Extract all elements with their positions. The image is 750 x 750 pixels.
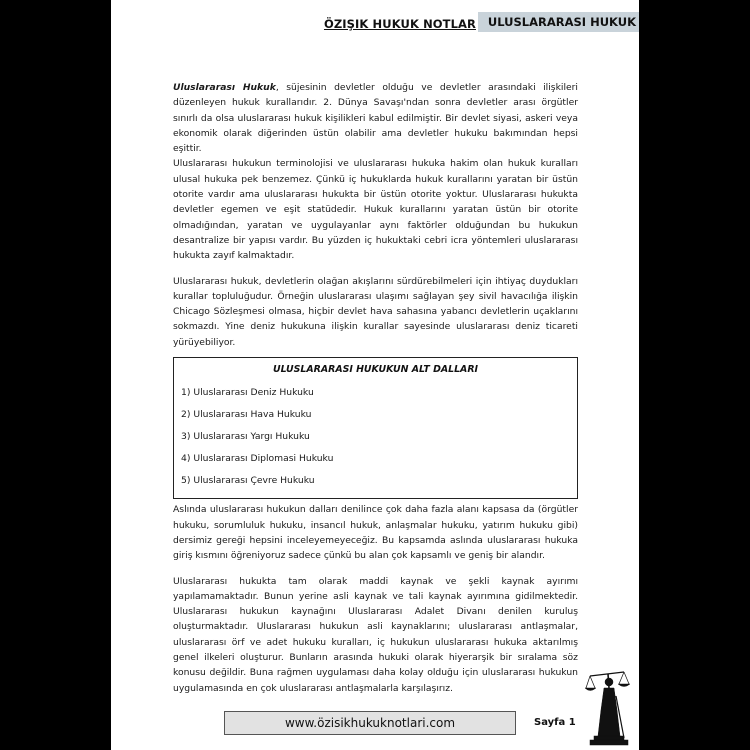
subfield-item: 4) Uluslararası Diplomasi Hukuku xyxy=(181,453,334,465)
subject-tag: ULUSLARARASI HUKUK xyxy=(478,12,639,32)
page-header xyxy=(111,12,639,34)
intro-term: Uluslararası Hukuk xyxy=(173,82,276,93)
page-number: Sayfa 1 xyxy=(534,717,576,728)
paragraph-4: Aslında uluslararası hukukun dalları denilince çok daha fazla alanı kapsasa da (örgütler hukuku, sorumluluk hukuku, insancıl hukuk, anlaşmalar hukuku, yatırım hukuku gibi) dersimiz gereği hepsini inceleyemeyeceğiz. Bu kapsamda aslında uluslararası hukuka giriş kısmını öğreniyoruz sadece çünkü bu alan çok kapsamlı ve geniş bir alandır. xyxy=(173,504,578,562)
subfields-title: ULUSLARARASI HUKUKUN ALT DALLARI xyxy=(272,364,479,376)
paragraph-2: Uluslararası hukukun terminolojisi ve uluslararası hukuka hakim olan hukuk kuralları ulusal hukuka pek benzemez. Çünkü iç hukuklarda hukuk kurallarını yaratan bir üstün otorite vardır ama uluslararası hukukta bir üstün otorite yoktur. Uluslararası hukukta devletler egemen ve eşit statüdedir. Hukuk kurallarını yaratan üstün bir otorite olmadığından, yaratan ve uygulayanlar aynı faktörler olduğundan bu hukukun desantralize bir yapısı vardır. Bu yüzden iç hukuktaki cebri icra yöntemleri uluslararası hukukta zayıf kalmaktadır. xyxy=(173,158,578,262)
document-page xyxy=(111,0,639,750)
website-link[interactable]: www.özisikhukuknotlari.com xyxy=(224,711,516,735)
brand-title: ÖZIŞIK HUKUK NOTLAR xyxy=(323,17,476,31)
document-body xyxy=(173,80,578,696)
subfield-item: 5) Uluslararası Çevre Hukuku xyxy=(181,475,315,487)
subfield-item: 3) Uluslararası Yargı Hukuku xyxy=(181,431,310,443)
paragraph-5: Uluslararası hukukta tam olarak maddi kaynak ve şekli kaynak ayırımı yapılamamaktadır. Bunun yerine asli kaynak ve tali kaynak ayırımına gidilmektedir. Uluslararası hukukun kaynağını Uluslararası Adalet Divanı denilen kuruluş oluşturmaktadır. Uluslararası hukukun asli kaynaklarını; uluslararası antlaşmalar, uluslararası örf ve adet hukuku kuralları, iç hukukun uluslararası hukuka aktarılmış genel ilkeleri oluşturur. Bunların arasında hukuki olarak hiyerarşik bir sıralama söz konusu değildir. Buna rağmen uygulaması daha kolay olduğu için uluslararası hukukun uygulamasında en çok uluslararası antlaşmalarla karşılaşırız. xyxy=(173,575,578,694)
paragraph-intro xyxy=(173,80,578,156)
subfield-item: 1) Uluslararası Deniz Hukuku xyxy=(181,387,314,399)
intro-text: , süjesinin devletler olduğu ve devletler arasındaki ilişkileri düzenleyen hukuk kurallarıdır. 2. Dünya Savaşı'ndan sonra devletler arası örgütler sınırlı da olsa uluslararası hukuk kişilikleri kabul edilmiştir. Bir devlet siyasi, askeri veya ekonomik olarak diğerinden üstün olabilir ama devletler hukuku bakımından hepsi eşittir. xyxy=(173,82,578,155)
subfield-item: 2) Uluslararası Hava Hukuku xyxy=(181,409,312,421)
subfields-box xyxy=(173,357,578,499)
paragraph-3: Uluslararası hukuk, devletlerin olağan akışlarını sürdürebilmeleri için ihtiyaç duydukları kurallar topluluğudur. Örneğin uluslararası ulaşımı sağlayan şey sivil havacılığa ilişkin Chicago Sözleşmesi olmasa, hiçbir devlet hava sahasına yabancı devletlerin uçaklarını sokmazdı. Yine deniz hukukuna ilişkin kurallar sayesinde uluslararası deniz ticareti yürüyebiliyor. xyxy=(173,275,578,348)
lady-justice-icon xyxy=(584,662,634,750)
